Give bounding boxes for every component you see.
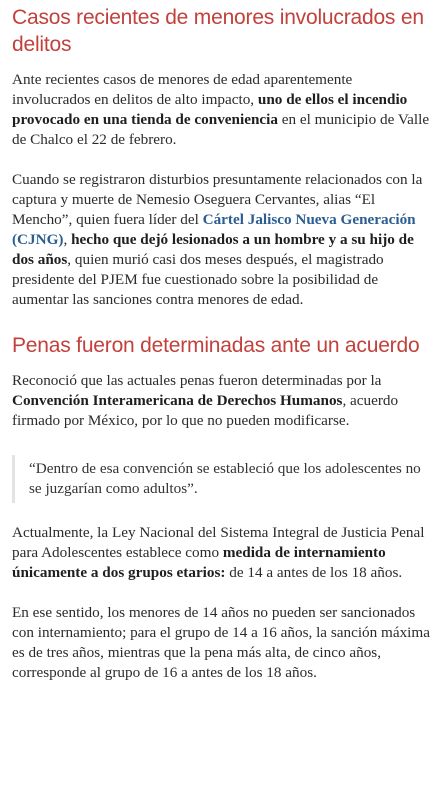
paragraph-text: de 14 a antes de los 18 años. [225, 564, 403, 581]
section-heading-casos-recientes: Casos recientes de menores involucrados en delitos [12, 6, 424, 56]
paragraph-text: Cuando se registraron disturbios presuntamente relacionados con la captura y muerte de Nemesio Oseguera Cervantes, alias “El Mencho”, quien fuera líder del [12, 171, 423, 228]
paragraph-text: Reconoció que las actuales penas fueron determinadas por la [12, 372, 382, 389]
quote-text: “Dentro de esa convención se estableció que los adolescentes no se juzgarían como adultos”. [29, 460, 421, 497]
link-cjng[interactable]: Cártel Jalisco Nueva Generación (CJNG) [12, 211, 416, 248]
paragraph-incendio [12, 70, 430, 150]
paragraph-sanciones: En ese sentido, los menores de 14 años no pueden ser sancionados con internamiento; para el grupo de 14 a 16 años, la sanción máxima es de tres años, mientras que la pena más alta, de cinco años, corresponde al grupo de 16 a antes de los 18 años. [12, 604, 430, 681]
bold-highlight: medida de internamiento únicamente a dos grupos etarios: [12, 544, 386, 581]
section-heading-penas: Penas fueron determinadas ante un acuerdo [12, 334, 420, 357]
paragraph-convencion [12, 371, 430, 431]
paragraph-text: , [63, 231, 72, 248]
paragraph-text: Actualmente, la Ley Nacional del Sistema Integral de Justicia Penal para Adolescentes establece como [12, 524, 425, 561]
article-body [12, 0, 430, 683]
bold-highlight: uno de ellos el incendio provocado en una tienda de conveniencia [12, 91, 408, 128]
paragraph-text: , quien murió casi dos meses después, el magistrado presidente del PJEM fue cuestionado sobre la posibilidad de aumentar las sanciones contra menores de edad. [12, 251, 384, 308]
paragraph-text: en el municipio de Valle de Chalco el 22 de febrero. [12, 111, 430, 148]
bold-highlight: Convención Interamericana de Derechos Humanos [12, 392, 343, 409]
blockquote [12, 455, 430, 503]
paragraph-text: Ante recientes casos de menores de edad aparentemente involucrados en delitos de alto impacto, [12, 71, 353, 108]
paragraph-text: , acuerdo firmado por México, por lo que no pueden modificarse. [12, 392, 399, 429]
paragraph-ley-nacional [12, 523, 430, 583]
paragraph-disturbios [12, 170, 430, 310]
bold-highlight: hecho que dejó lesionados a un hombre y a su hijo de dos años [12, 231, 414, 268]
